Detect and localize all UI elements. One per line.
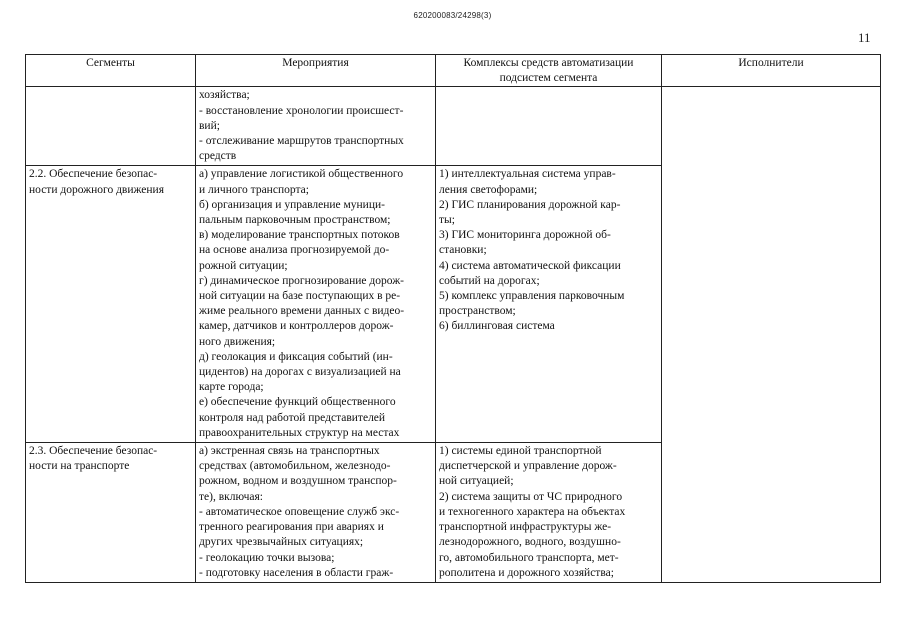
systems-cell — [436, 87, 662, 166]
measures-cell: а) экстренная связь на транспортных средствах (автомобильном, железнодо- рожном, водном и воздушном транспор- те), включая: - автоматическое оповещение служб экс- тренного реагирования при авариях и других чрезвычайных ситуациях; - геолокацию точки вызова; - подготовку населения в области граж- — [196, 443, 436, 583]
column-header-segments: Сегменты — [26, 55, 196, 87]
column-header-executors: Исполнители — [662, 55, 881, 87]
measures-table — [25, 54, 881, 583]
executors-cell — [662, 87, 881, 583]
column-header-systems: Комплексы средств автоматизации подсистем сегмента — [436, 55, 662, 87]
systems-cell: 1) системы единой транспортной диспетчерской и управление дорож- ной ситуацией; 2) система защиты от ЧС природного и техногенного характера на объектах транспортной инфраструктуры же- лезнодорожного, водного, воздушно- го, автомобильного транспорта, мет- рополитена и дорожного хозяйства; — [436, 443, 662, 583]
page-number: 11 — [858, 30, 871, 45]
systems-cell: 1) интеллектуальная система управ- ления светофорами; 2) ГИС планирования дорожной кар- ты; 3) ГИС мониторинга дорожной об- становки; 4) система автоматической фиксации событий на дорогах; 5) комплекс управления парковочным пространством; 6) биллинговая система — [436, 166, 662, 443]
measures-cell: а) управление логистикой общественного и личного транспорта; б) организация и управление муници- пальным парковочным пространством; в) моделирование транспортных потоков на основе анализа прогнозируемой до- рожной ситуации; г) динамическое прогнозирование дорож- ной ситуации на базе поступающих в ре- жиме реального времени данных с видео- камер, датчиков и контроллеров дорож- ного движения; д) геолокация и фиксация событий (ин- цидентов) на дорогах с визуализацией на карте города; е) обеспечение функций общественного контроля над работой представителей правоохранительных структур на местах — [196, 166, 436, 443]
column-header-measures: Мероприятия — [196, 55, 436, 87]
document-id: 620200083/24298(3) — [413, 11, 492, 20]
segment-cell — [26, 87, 196, 166]
table-header-row — [26, 55, 881, 87]
segment-cell: 2.3. Обеспечение безопас- ности на транспорте — [26, 443, 196, 583]
segment-cell: 2.2. Обеспечение безопас- ности дорожного движения — [26, 166, 196, 443]
measures-cell: хозяйства; - восстановление хронологии происшест- вий; - отслеживание маршрутов транспортных средств — [196, 87, 436, 166]
table-row — [26, 87, 881, 166]
